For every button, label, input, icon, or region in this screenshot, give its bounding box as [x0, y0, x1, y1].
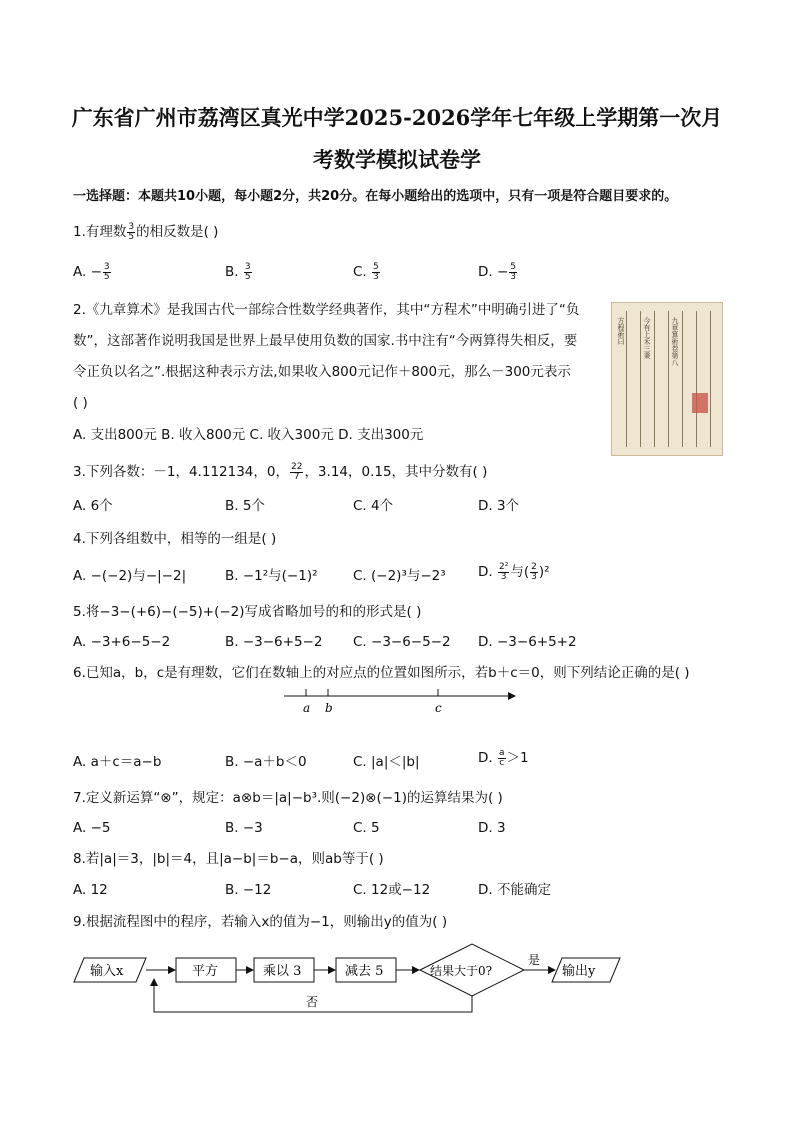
point-a-label: a — [303, 701, 311, 715]
q3-option-a: A. 6个 — [73, 498, 113, 514]
section-heading: 一选择题：本题共10小题，每小题2分，共20分。在每小题给出的选项中，只有一项是符合题目要求的。 — [73, 189, 678, 204]
q7-option-b: B. −3 — [225, 820, 263, 836]
flow-no-label: 否 — [306, 995, 319, 1009]
q2-line4: ( ) — [73, 395, 88, 411]
q2-line2: 数”，这部著作说明我国是世界上最早使用负数的国家.书中注有“今两算得失相反，要 — [73, 333, 578, 349]
q1-option-a: A. − $\frac{3}{5}$ — [73, 261, 110, 282]
flow-square-label: 平方 — [192, 964, 219, 979]
q6-option-a: A. a＋c＝a−b — [73, 754, 162, 770]
q6-option-b: B. −a＋b＜0 — [225, 754, 307, 770]
q4-option-c: C. (−2)³与−2³ — [353, 568, 446, 584]
flow-multiply-label: 乘以 3 — [263, 964, 302, 979]
q1-fraction: $\frac{3}{5}$ — [128, 221, 135, 242]
q5-option-c: C. −3−6−5−2 — [353, 634, 451, 650]
q4-option-d: D. $\frac{\text{2²}}{3}$ 与( $\frac{2}{3}$ )² — [478, 561, 550, 582]
q1-suffix: 的相反数是( ) — [136, 224, 219, 240]
q5-option-a: A. −3+6−5−2 — [73, 634, 171, 650]
question-5: 5.将−3−(+6)−(−5)+(−2)写成省略加号的和的形式是( ) — [73, 604, 422, 620]
question-8: 8.若|a|＝3，|b|＝4，且|a−b|＝b−a，则ab等于( ) — [73, 851, 384, 867]
exam-title-line1: 广东省广州市荔湾区真光中学2025-2026学年七年级上学期第一次月 — [71, 105, 723, 130]
exam-title-line2: 考数学模拟试卷学 — [313, 147, 481, 172]
q6-option-c: C. |a|＜|b| — [353, 754, 420, 770]
q2-options: A. 支出800元 B. 收入800元 C. 收入300元 D. 支出300元 — [73, 427, 424, 443]
q4-option-b: B. −1²与(−1)² — [225, 568, 318, 584]
flow-output-label: 输出y — [562, 964, 596, 979]
q3-option-c: C. 4个 — [353, 498, 394, 514]
point-c-label: c — [435, 701, 442, 715]
q8-option-a: A. 12 — [73, 882, 108, 898]
q4-option-a: A. −(−2)与−|−2| — [73, 568, 187, 584]
q2-line3: 令正负以名之”.根据这种表示方法,如果收入800元记作＋800元，那么－300元表示 — [73, 364, 571, 380]
q7-option-c: C. 5 — [353, 820, 380, 836]
ancient-book-image: 方程術曰 今有上禾三秉 九章算術卷第八 — [611, 302, 723, 456]
q1-option-b: B. $\frac{3}{5}$ — [225, 261, 251, 282]
question-4: 4.下列各组数中，相等的一组是( ) — [73, 531, 277, 547]
q1-option-d: D. − $\frac{5}{3}$ — [478, 261, 517, 282]
flow-subtract-label: 减去 5 — [345, 964, 384, 979]
question-9: 9.根据流程图中的程序，若输入x的值为−1，则输出y的值为( ) — [73, 914, 448, 930]
q3-option-d: D. 3个 — [478, 498, 520, 514]
question-7: 7.定义新运算“⊗”，规定：a⊗b＝|a|−b³.则(−2)⊗(−1)的运算结果为( ) — [73, 790, 503, 806]
q6-option-d: D. $\frac{a}{c}$ ＞1 — [478, 747, 529, 768]
number-line-figure — [280, 686, 520, 720]
q7-option-d: D. 3 — [478, 820, 506, 836]
q5-option-d: D. −3−6+5+2 — [478, 634, 577, 650]
flow-input-label: 输入x — [90, 964, 124, 979]
question-6: 6.已知a，b，c是有理数，它们在数轴上的对应点的位置如图所示，若b＋c＝0，则下列结论正确的是( ) — [73, 665, 690, 681]
flowchart — [70, 938, 630, 1018]
q8-option-c: C. 12或−12 — [353, 882, 431, 898]
flow-yes-label: 是 — [528, 953, 541, 967]
flow-decision-label: 结果大于0? — [430, 964, 493, 978]
q5-option-b: B. −3−6+5−2 — [225, 634, 323, 650]
q7-option-a: A. −5 — [73, 820, 111, 836]
q3-option-b: B. 5个 — [225, 498, 265, 514]
q2-line1: 2.《九章算术》是我国古代一部综合性数学经典著作，其中“方程术”中明确引进了“负 — [73, 302, 580, 318]
question-3: 3.下列各数：－1，4.112134，0， $\frac{22}{7}$ ，3.14，0.15，其中分数有( ) — [73, 461, 488, 482]
question-1 — [73, 222, 218, 242]
q1-option-c: C. $\frac{5}{3}$ — [353, 261, 379, 282]
point-b-label: b — [325, 701, 333, 715]
q8-option-d: D. 不能确定 — [478, 882, 551, 898]
q8-option-b: B. −12 — [225, 882, 272, 898]
q1-prefix: 1.有理数 — [73, 224, 127, 240]
